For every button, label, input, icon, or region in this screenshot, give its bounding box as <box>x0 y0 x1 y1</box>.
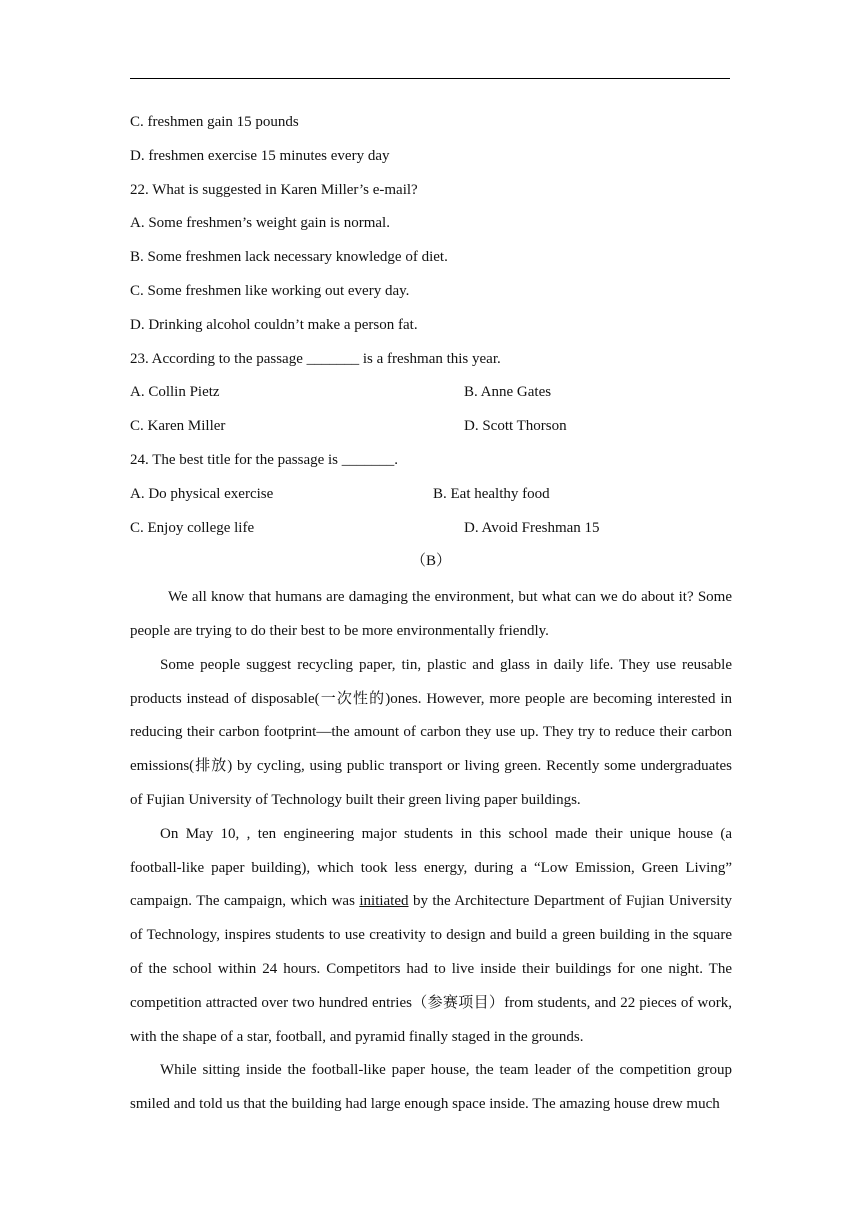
q21-option-c: C. freshmen gain 15 pounds <box>130 114 299 130</box>
underlined-word-initiated: initiated <box>359 893 409 910</box>
q23-options-row-2 <box>130 412 732 446</box>
q23-option-b: B. Anne Gates <box>464 384 552 401</box>
document-content <box>130 108 732 1122</box>
paragraph-3-text-before: On May 10, , ten engineering major students in this school made their unique house (a football-like paper building), which took less energy, during a “Low Emission, Green Living” campaign. The campaign, which was <box>130 825 732 910</box>
q24-option-b: B. Eat healthy food <box>433 485 550 502</box>
header-rule <box>130 78 730 79</box>
q23-stem: 23. According to the passage _______ is a freshman this year. <box>130 350 501 367</box>
passage-paragraph-1 <box>130 581 732 649</box>
paragraph-2-text: Some people suggest recycling paper, tin, plastic and glass in daily life. They use reusable products instead of disposable(一次性的)ones. However, more people are becoming interested in reducing their carbon footprint—the amount of carbon they use up. They try to reduce their carbon emissions(排放) by cycling, using public transport or living green. Recently some undergraduates of Fujian University of Technology built their green living paper buildings. <box>130 656 732 808</box>
paragraph-4-text: While sitting inside the football-like paper house, the team leader of the competition group smiled and told us that the building had large enough space inside. The amazing house drew much <box>130 1062 732 1113</box>
passage-paragraph-2 <box>130 649 732 818</box>
paragraph-1-text: We all know that humans are damaging the environment, but what can we do about it? Some people are trying to do their best to be more environmentally friendly. <box>130 589 732 639</box>
q24-options-row-1 <box>130 480 732 514</box>
passage-paragraph-4 <box>130 1054 732 1122</box>
q22-option-b: B. Some freshmen lack necessary knowledge of diet. <box>130 249 448 266</box>
q21-option-d: D. freshmen exercise 15 minutes every day <box>130 147 390 164</box>
q22-stem: 22. What is suggested in Karen Miller’s e-mail? <box>130 181 418 198</box>
q24-option-d: D. Avoid Freshman 15 <box>464 519 600 536</box>
q24-stem: 24. The best title for the passage is _______. <box>130 451 399 468</box>
q22-option-a: A. Some freshmen’s weight gain is normal. <box>130 215 390 232</box>
q22-option-d: D. Drinking alcohol couldn’t make a person fat. <box>130 316 418 333</box>
q23-option-c: C. Karen Miller <box>130 418 226 435</box>
q23-option-d: D. Scott Thorson <box>464 418 567 435</box>
q24-options-row-2 <box>130 514 732 548</box>
section-b-heading: （B） <box>410 553 451 570</box>
q22-option-c: C. Some freshmen like working out every day. <box>130 282 410 299</box>
q24-option-a: A. Do physical exercise <box>130 485 274 502</box>
passage-paragraph-3 <box>130 818 732 1055</box>
q23-option-a: A. Collin Pietz <box>130 384 220 401</box>
paragraph-3-text-after: by the Architecture Department of Fujian University of Technology, inspires students to use creativity to design and build a green building in the square of the school within 24 hours. Competitors had to live inside their buildings for one night. The competition attracted over two hundred entries（参赛项目）from students, and 22 pieces of work, with the shape of a star, football, and pyramid finally staged in the grounds. <box>130 893 732 1045</box>
q23-options-row-1 <box>130 378 732 412</box>
q24-option-c: C. Enjoy college life <box>130 519 255 536</box>
